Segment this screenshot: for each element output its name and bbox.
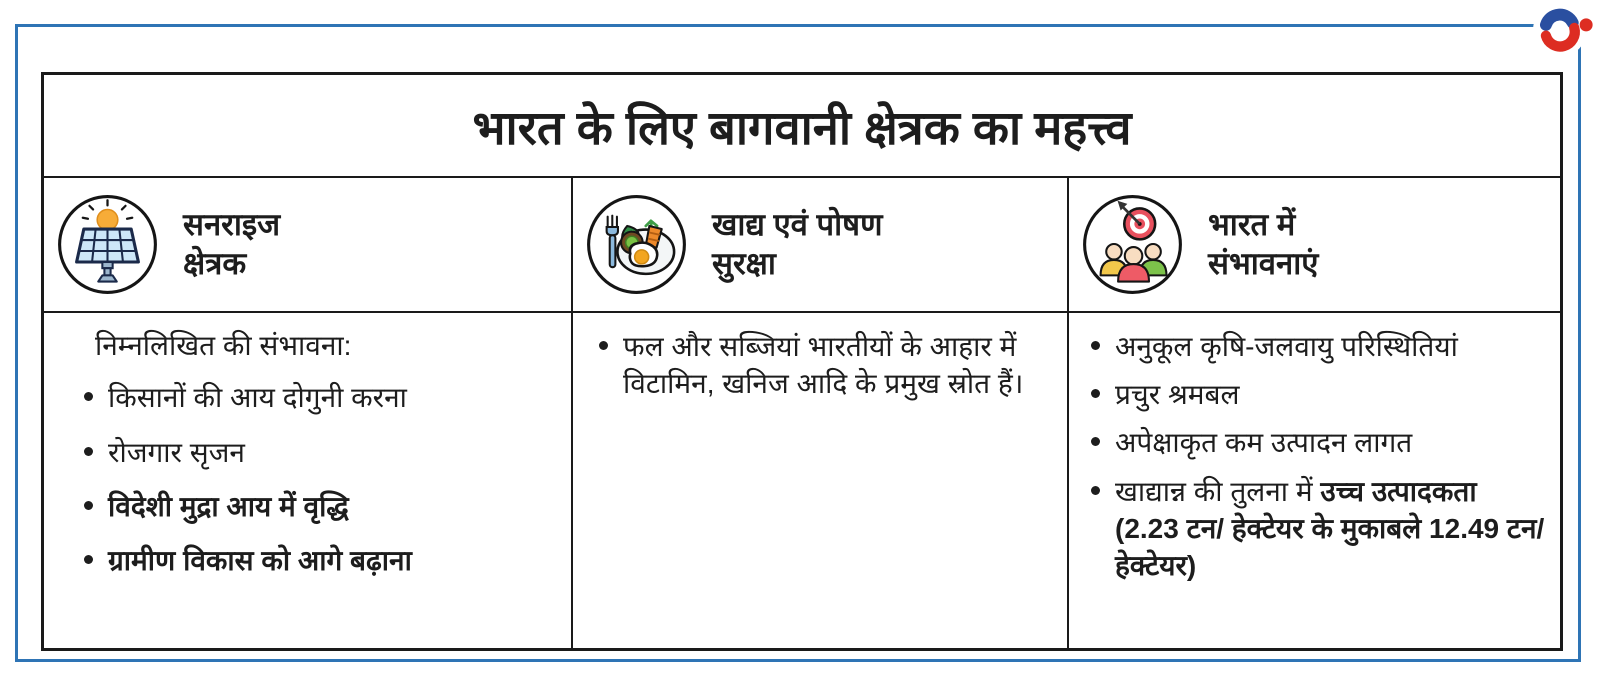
header-cell-food-nutrition xyxy=(571,178,1067,311)
food-plate-icon xyxy=(585,193,688,296)
list-item xyxy=(1091,473,1546,585)
drishti-logo xyxy=(1532,1,1598,59)
header-line: संभावनाएं xyxy=(1208,245,1319,281)
header-line: क्षेत्रक xyxy=(183,245,247,281)
list-item-text xyxy=(1115,473,1546,585)
bullet-dot xyxy=(1091,486,1100,495)
list-item-text: ग्रामीण विकास को आगे बढ़ाना xyxy=(108,545,412,577)
list-item xyxy=(1091,376,1546,413)
bullet-dot xyxy=(84,392,93,401)
target-people-icon xyxy=(1081,193,1184,296)
body-cell-india-potential xyxy=(1067,313,1560,648)
bullet-dot xyxy=(599,341,608,350)
drishti-logo-icon xyxy=(1532,1,1598,59)
list-item-text: प्रचुर श्रमबल xyxy=(1115,379,1240,411)
list-item xyxy=(84,542,561,579)
list-item-text-bold: उच्च उत्पादकता (2.23 टन/ हेक्टेयर के मुकाबले 12.49 टन/ हेक्टेयर) xyxy=(1115,475,1545,582)
bullet-dot xyxy=(84,501,93,510)
list-item xyxy=(84,488,561,525)
header-cell-india-potential xyxy=(1067,178,1560,311)
intro-text: निम्नलिखित की संभावना: xyxy=(95,330,352,361)
list-item-text: अपेक्षाकृत कम उत्पादन लागत xyxy=(1115,427,1413,459)
list-item-text: अनुकूल कृषि-जलवायु परिस्थितियां xyxy=(1115,331,1458,362)
list-item-text: विदेशी मुद्रा आय में वृद्धि xyxy=(108,490,349,522)
list-item xyxy=(1091,424,1546,461)
header-text-india-potential xyxy=(1208,206,1318,284)
page-title: भारत के लिए बागवानी क्षेत्रक का महत्त्व xyxy=(472,100,1132,154)
list-item xyxy=(599,328,1045,402)
body-cell-food-nutrition xyxy=(571,313,1067,648)
header-line: खाद्य एवं पोषण xyxy=(712,206,883,242)
importance-table xyxy=(41,72,1563,651)
header-line: सुरक्षा xyxy=(712,245,776,281)
bullet-dot xyxy=(1091,437,1100,446)
solar-panel-icon xyxy=(56,193,159,296)
list-item xyxy=(1091,328,1546,365)
list-item xyxy=(84,434,561,471)
header-text-sunrise-sector xyxy=(183,206,280,284)
bullet-dot xyxy=(1091,341,1100,350)
header-cell-sunrise-sector xyxy=(44,178,571,311)
bullet-dot xyxy=(84,447,93,456)
list-item-text: रोजगार सृजन xyxy=(108,436,245,468)
bullet-dot xyxy=(1091,389,1100,398)
header-line: भारत में xyxy=(1208,206,1296,242)
bullet-dot xyxy=(84,555,93,564)
header-line: सनराइज xyxy=(183,206,281,242)
list-item xyxy=(84,379,561,416)
list-item-text: फल और सब्जियां भारतीयों के आहार में विटामिन, खनिज आदि के प्रमुख स्रोत हैं। xyxy=(623,331,1024,400)
table-title-row xyxy=(44,75,1560,178)
header-text-food-nutrition xyxy=(712,206,883,284)
table-header-row xyxy=(44,178,1560,313)
list-item-text-normal: खाद्यान्न की तुलना में xyxy=(1115,475,1321,507)
body-cell-sunrise-sector xyxy=(44,313,571,648)
list-item-text: किसानों की आय दोगुनी करना xyxy=(108,382,407,414)
table-body-row xyxy=(44,313,1560,648)
